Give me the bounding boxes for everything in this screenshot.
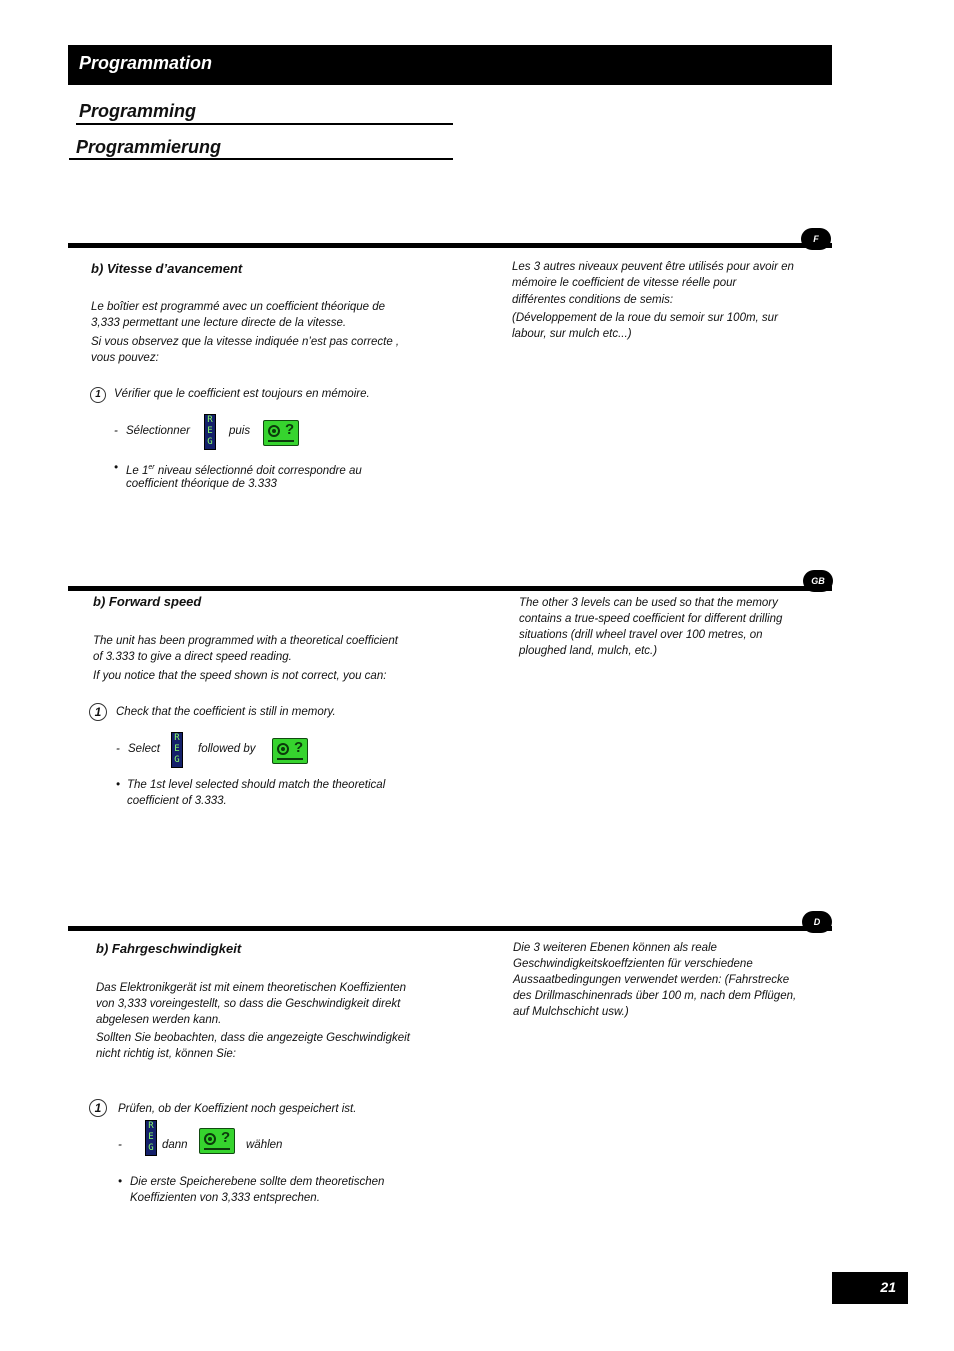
step-number-de: 1 xyxy=(89,1099,107,1117)
bullet-de-line2: Koeffizienten von 3,333 entsprechen. xyxy=(130,1192,320,1204)
right-de-2: Geschwindigkeitskoeffzienten für verschiedene xyxy=(513,958,753,970)
section-divider-fr xyxy=(68,243,832,248)
language-badge-gb: GB xyxy=(803,570,833,592)
select-dash-gb: - xyxy=(116,743,120,755)
subtitle-german-underline xyxy=(69,158,453,160)
right-fr-2: mémoire le coefficient de vitesse réelle pour xyxy=(512,277,737,289)
gear-icon xyxy=(277,743,289,755)
intro-gb-1: The unit has been programmed with a theoretical coefficient xyxy=(93,635,398,647)
intro-fr-3: Si vous observez que la vitesse indiquée n’est pas correcte , xyxy=(91,336,400,348)
bullet-fr-line1: Le 1er niveau sélectionné doit correspondre au xyxy=(126,464,362,477)
choose-label-de: wählen xyxy=(246,1139,283,1151)
intro-fr-4: vous pouvez: xyxy=(91,352,159,364)
bullet-fr-line2: coefficient théorique de 3.333 xyxy=(126,478,277,490)
intro-gb-2: of 3.333 to give a direct speed reading. xyxy=(93,651,292,663)
gear-icon xyxy=(268,425,280,437)
right-gb-3: situations (drill wheel travel over 100 metres, on xyxy=(519,629,763,641)
right-de-4: des Drillmaschinenrads über 100 m, nach dem Pflügen, xyxy=(513,990,797,1002)
intro-de-2: von 3,333 voreingestellt, so dass die Geschwindigkeit direkt xyxy=(96,998,401,1010)
right-fr-4: (Développement de la roue du semoir sur 100m, sur xyxy=(512,312,778,324)
right-gb-1: The other 3 levels can be used so that the memory xyxy=(519,597,778,609)
intro-de-1: Das Elektronikgerät ist mit einem theoretischen Koeffizienten xyxy=(96,982,407,994)
intro-gb-3: If you notice that the speed shown is not correct, you can: xyxy=(93,670,387,682)
right-fr-1: Les 3 autres niveaux peuvent être utilisés pour avoir en xyxy=(512,261,794,273)
step-text-de: Prüfen, ob der Koeffizient noch gespeichert ist. xyxy=(118,1103,357,1115)
section-heading-fr: b) Vitesse d’avancement xyxy=(91,261,243,276)
right-gb-2: contains a true-speed coefficient for different drilling xyxy=(519,613,783,625)
intro-de-5: nicht richtig ist, können Sie: xyxy=(96,1048,236,1060)
select-label-gb: Select xyxy=(128,743,160,755)
subtitle-english: Programming xyxy=(79,101,197,121)
lcd-coefficient-icon: ? xyxy=(263,420,299,446)
section-heading-de: b) Fahrgeschwindigkeit xyxy=(96,941,242,956)
bullet-gb-line1: The 1st level selected should match the theoretical xyxy=(127,779,386,791)
then-label-fr: puis xyxy=(229,425,251,437)
reg-key-icon: R E G xyxy=(145,1120,157,1156)
intro-de-4: Sollten Sie beobachten, dass die angezeigte Geschwindigkeit xyxy=(96,1032,410,1044)
right-gb-4: ploughed land, mulch, etc.) xyxy=(519,645,658,657)
section-divider-gb xyxy=(68,586,832,591)
select-label-fr: Sélectionner xyxy=(126,425,190,437)
intro-de-3: abgelesen werden kann. xyxy=(96,1014,222,1026)
bullet-de-line1: Die erste Speicherebene sollte dem theoretischen xyxy=(130,1176,385,1188)
intro-fr-1: Le boîtier est programmé avec un coefficient théorique de xyxy=(91,301,386,313)
bullet-fr: • xyxy=(114,462,119,474)
step-number-fr: 1 xyxy=(90,387,106,403)
language-badge-de: D xyxy=(802,911,832,933)
then-label-de: dann xyxy=(162,1139,188,1151)
chapter-title: Programmation xyxy=(79,53,213,73)
language-badge-fr: F xyxy=(801,228,831,250)
page-number-box xyxy=(832,1272,908,1304)
bullet-de: • xyxy=(118,1176,123,1188)
right-de-3: Aussaatbedingungen verwendet werden: (Fahrstrecke xyxy=(513,974,790,986)
subtitle-english-underline xyxy=(76,123,453,125)
lcd-coefficient-icon: ? xyxy=(272,738,308,764)
right-fr-3: différentes conditions de semis: xyxy=(512,294,674,306)
select-dash-de: - xyxy=(118,1139,122,1151)
subtitle-german: Programmierung xyxy=(76,137,222,157)
right-de-1: Die 3 weiteren Ebenen können als reale xyxy=(513,942,717,954)
right-de-5: auf Mulchschicht usw.) xyxy=(513,1006,629,1018)
bullet-gb-line2: coefficient of 3.333. xyxy=(127,795,227,807)
reg-key-icon: R E G xyxy=(204,414,216,450)
then-label-gb: followed by xyxy=(198,743,256,755)
chapter-title-bar xyxy=(68,45,832,85)
step-number-gb: 1 xyxy=(89,703,107,721)
step-text-fr: Vérifier que le coefficient est toujours en mémoire. xyxy=(114,388,370,400)
intro-fr-2: 3,333 permettant une lecture directe de la vitesse. xyxy=(91,317,347,329)
select-dash-fr: - xyxy=(114,425,118,437)
right-fr-5: labour, sur mulch etc...) xyxy=(512,328,632,340)
section-divider-de xyxy=(68,926,832,931)
section-heading-gb: b) Forward speed xyxy=(93,594,202,609)
step-text-gb: Check that the coefficient is still in memory. xyxy=(116,706,336,718)
lcd-coefficient-icon: ? xyxy=(199,1128,235,1154)
reg-key-icon: R E G xyxy=(171,732,183,768)
gear-icon xyxy=(204,1133,216,1145)
page-number: 21 xyxy=(880,1279,896,1295)
bullet-gb: • xyxy=(116,779,121,791)
